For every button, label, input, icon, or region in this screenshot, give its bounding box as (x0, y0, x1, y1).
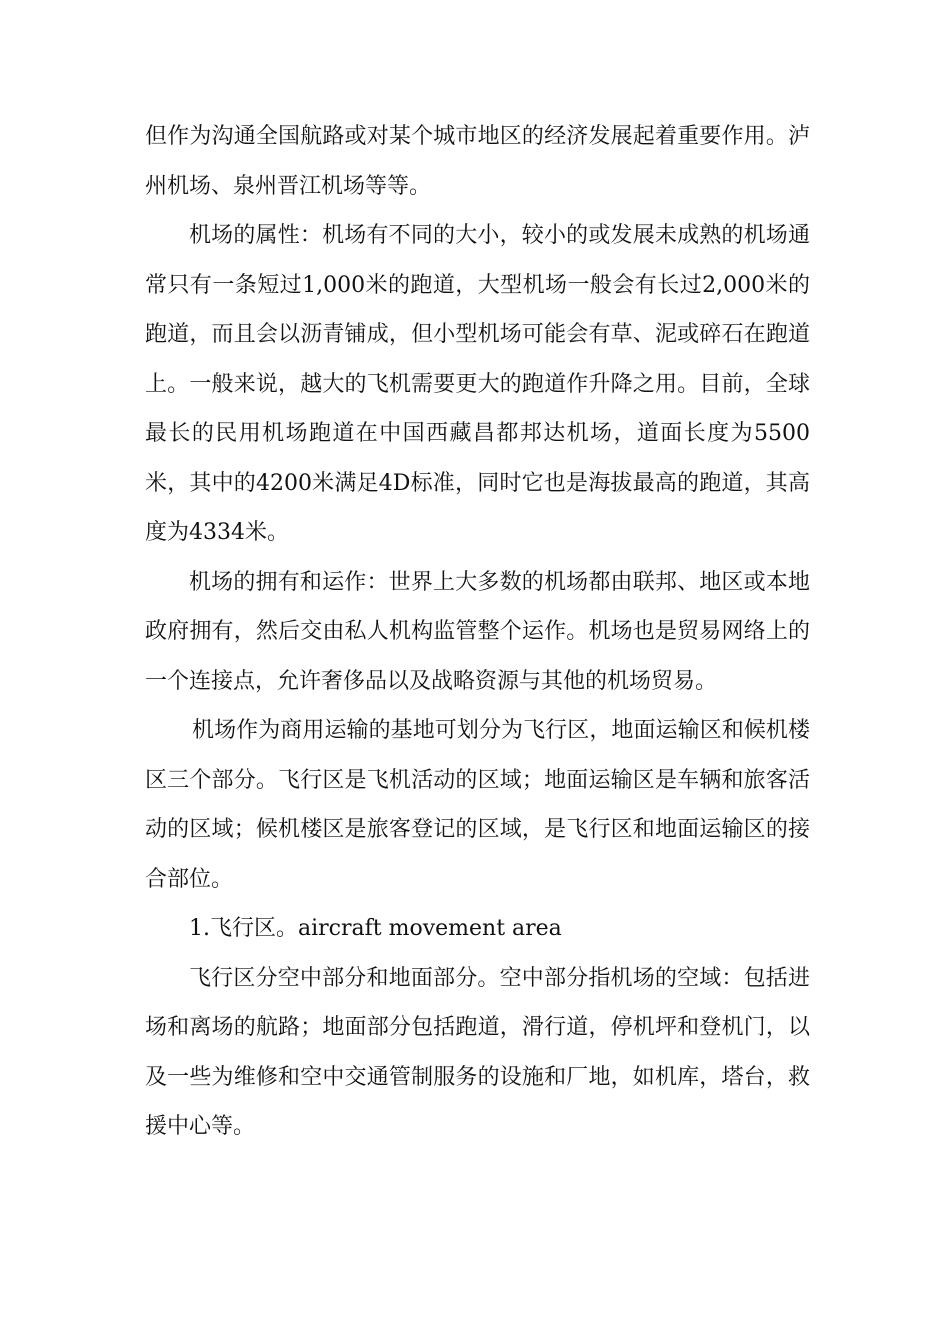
paragraph-airside: 飞行区分空中部分和地面部分。空中部分指机场的空域：包括进场和离场的航路；地面部分包括跑道，滑行道，停机坪和登机门，以及一些为维修和空中交通管制服务的设施和厂地，如机库，塔台，救援中心等。 (145, 965, 810, 1139)
document-body (145, 112, 810, 1152)
section-heading-aircraft-movement-area: 1.飞行区。aircraft movement area (189, 916, 562, 941)
paragraph-continuation: 但作为沟通全国航路或对某个城市地区的经济发展起着重要作用。泸州机场、泉州晋江机场等等。 (145, 124, 810, 199)
paragraph-airport-areas: 机场作为商用运输的基地可划分为飞行区，地面运输区和候机楼区三个部分。飞行区是飞机活动的区域；地面运输区是车辆和旅客活动的区域；候机楼区是旅客登记的区域，是飞行区和地面运输区的接合部位。 (145, 718, 810, 892)
paragraph-airport-attributes: 机场的属性：机场有不同的大小，较小的或发展未成熟的机场通常只有一条短过1,000米的跑道，大型机场一般会有长过2,000米的跑道，而且会以沥青铺成，但小型机场可能会有草、泥或碎石在跑道上。一般来说，越大的飞机需要更大的跑道作升降之用。目前，全球最长的民用机场跑道在中国西藏昌都邦达机场，道面长度为5500米，其中的4200米满足4D标准，同时它也是海拔最高的跑道，其高度为4334米。 (145, 223, 810, 545)
paragraph-airport-ownership: 机场的拥有和运作：世界上大多数的机场都由联邦、地区或本地政府拥有，然后交由私人机构监管整个运作。机场也是贸易网络上的一个连接点，允许奢侈品以及战略资源与其他的机场贸易。 (145, 569, 810, 694)
